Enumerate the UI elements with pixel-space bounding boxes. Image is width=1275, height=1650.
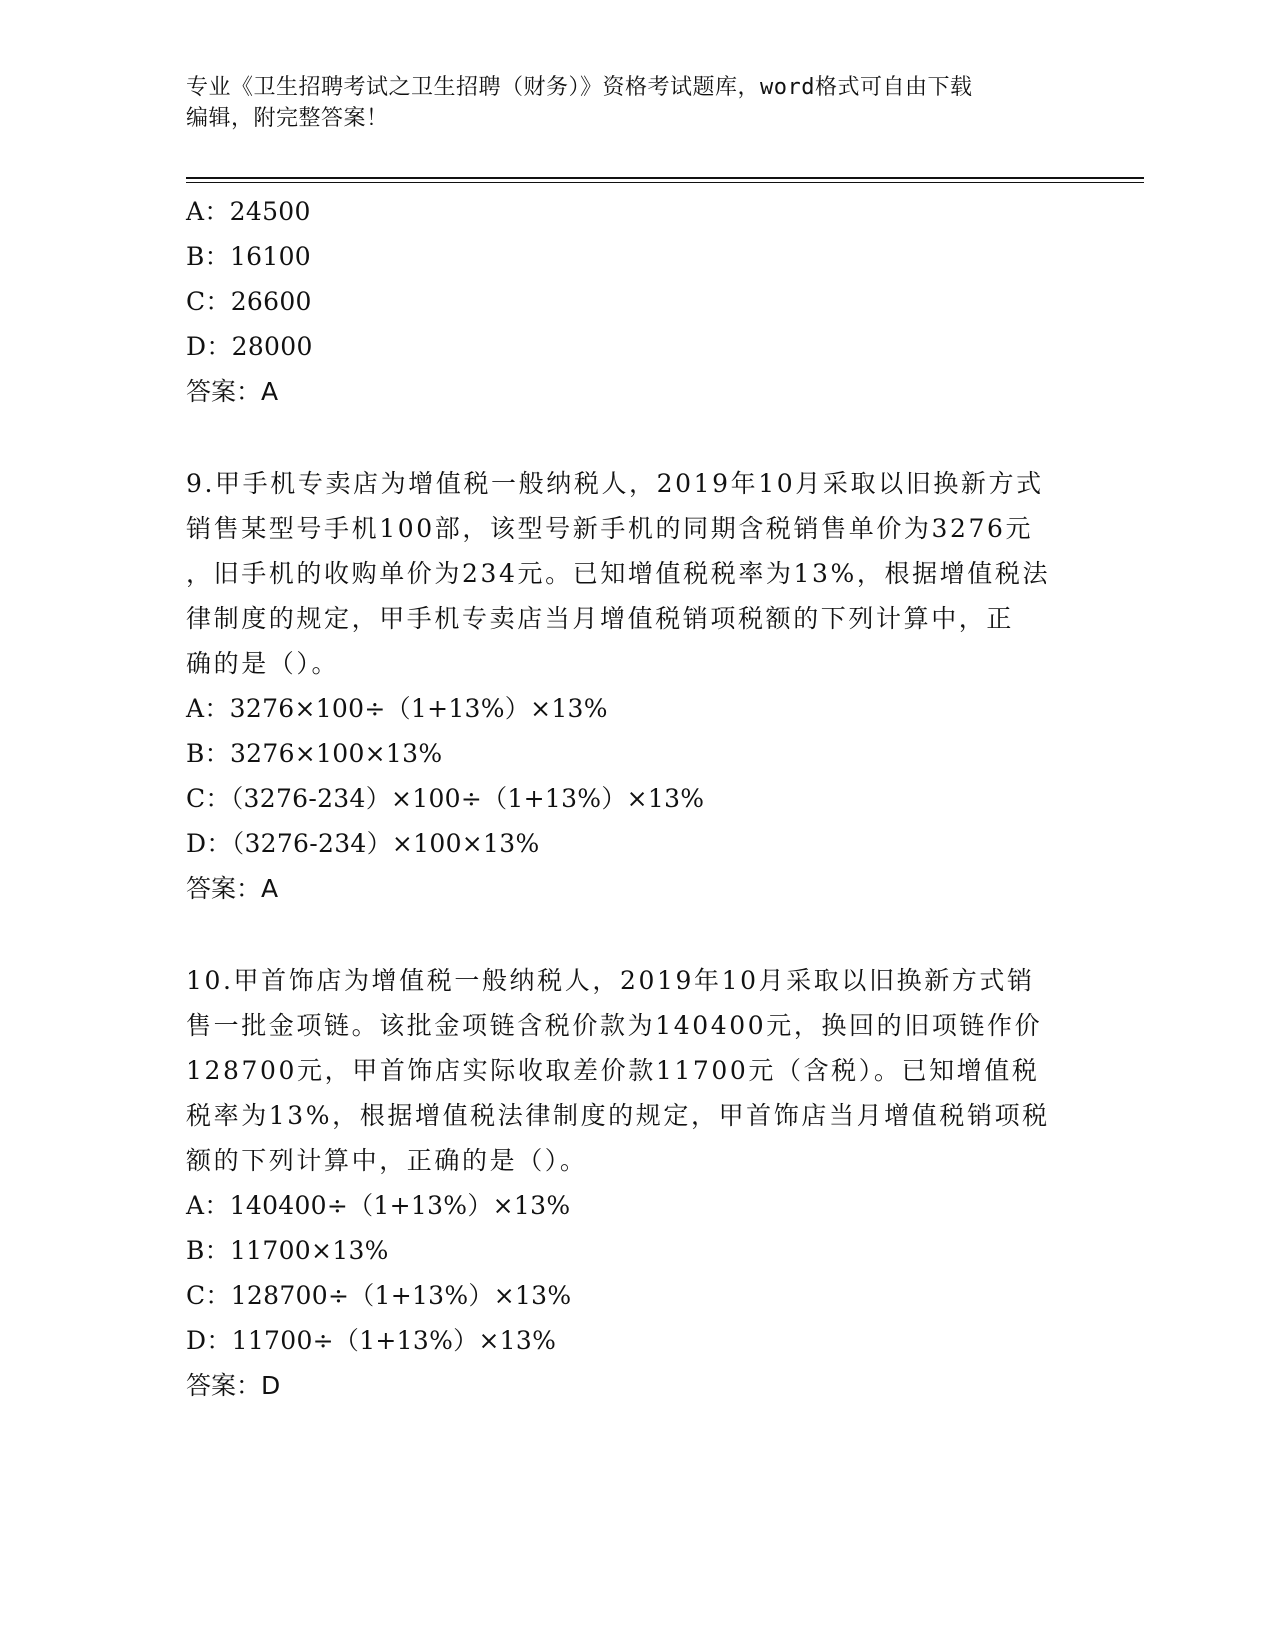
option-a: A：3276×100÷（1+13%）×13% — [186, 694, 608, 723]
stem-line: 确的是（）。 — [186, 649, 340, 678]
stem-line: 128700元，甲首饰店实际收取差价款11700元（含税）。已知增值税 — [186, 1056, 1040, 1085]
option-b: B：3276×100×13% — [186, 739, 443, 768]
header-title-line-1: 专业《卫生招聘考试之卫生招聘（财务）》资格考试题库，word格式可自由下载 — [186, 75, 973, 100]
option-b: B：16100 — [186, 242, 312, 271]
stem-line: 售一批金项链。该批金项链含税价款为140400元，换回的旧项链作价 — [186, 1011, 1043, 1040]
header-divider-thick — [186, 177, 1144, 179]
stem-line: 税率为13%，根据增值税法律制度的规定，甲首饰店当月增值税销项税 — [186, 1101, 1050, 1130]
question-9 — [186, 461, 1086, 911]
question-10 — [186, 958, 1086, 1408]
option-a: A：24500 — [186, 197, 311, 226]
answer-value: A — [261, 874, 279, 903]
question-content — [186, 189, 1086, 1408]
question-stem — [186, 958, 1086, 1183]
option-d: D：（3276-234）×100×13% — [186, 829, 540, 858]
stem-line: 10.甲首饰店为增值税一般纳税人，2019年10月采取以旧换新方式销 — [186, 966, 1035, 995]
option-b: B：11700×13% — [186, 1236, 389, 1265]
document-header — [186, 72, 1086, 134]
answer-label: 答案： — [186, 874, 262, 903]
option-c: C：128700÷（1+13%）×13% — [186, 1281, 572, 1310]
stem-line: 额的下列计算中，正确的是（）。 — [186, 1146, 588, 1175]
answer-value: D — [261, 1371, 281, 1400]
header-title-line-2: 编辑，附完整答案！ — [186, 106, 389, 131]
answer-label: 答案： — [186, 377, 262, 406]
header-divider-thin — [186, 182, 1144, 183]
stem-line: 销售某型号手机100部，该型号新手机的同期含税销售单价为3276元 — [186, 514, 1034, 543]
stem-line: 律制度的规定，甲手机专卖店当月增值税销项税额的下列计算中，正 — [186, 604, 1015, 633]
question-stem — [186, 461, 1086, 686]
option-a: A：140400÷（1+13%）×13% — [186, 1191, 571, 1220]
answer-line — [186, 369, 1086, 414]
option-c: C：（3276-234）×100÷（1+13%）×13% — [186, 784, 705, 813]
previous-question-block — [186, 189, 1086, 414]
answer-label: 答案： — [186, 1371, 262, 1400]
option-d: D：11700÷（1+13%）×13% — [186, 1326, 557, 1355]
answer-value: A — [261, 377, 279, 406]
answer-line — [186, 1363, 1086, 1408]
stem-line: 9.甲手机专卖店为增值税一般纳税人，2019年10月采取以旧换新方式 — [186, 469, 1044, 498]
option-d: D：28000 — [186, 332, 313, 361]
stem-line: ，旧手机的收购单价为234元。已知增值税税率为13%，根据增值税法 — [186, 559, 1051, 588]
option-c: C：26600 — [186, 287, 312, 316]
answer-line — [186, 866, 1086, 911]
